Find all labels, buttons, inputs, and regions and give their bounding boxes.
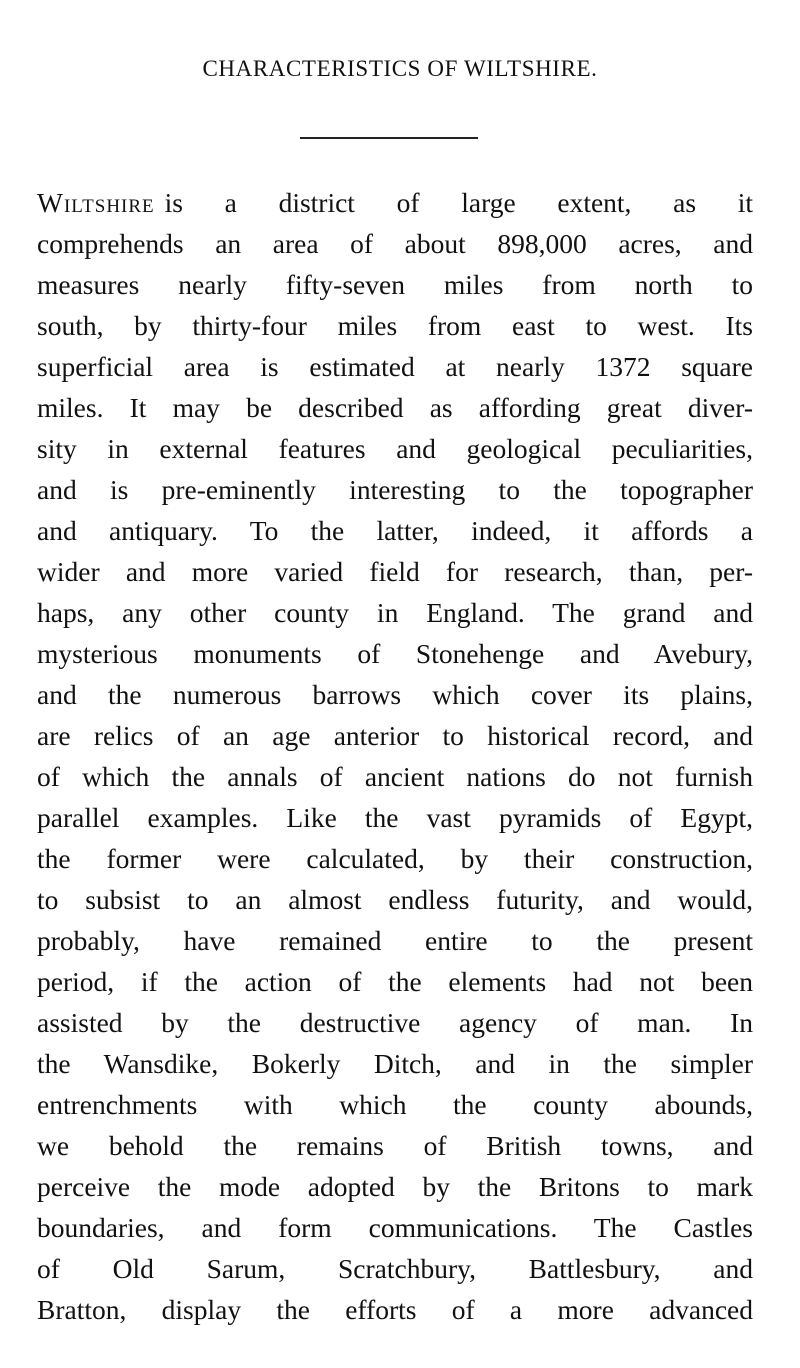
text-line: of Old Sarum, Scratchbury, Battlesbury, and	[37, 1253, 753, 1284]
text-line: comprehends an area of about 898,000 acres, and	[37, 228, 753, 259]
text-line-rest: is a district of large extent, as it	[164, 187, 753, 218]
text-line: are relics of an age anterior to historical record, and	[37, 720, 753, 751]
text-line: the Wansdike, Bokerly Ditch, and in the simpler	[37, 1048, 753, 1079]
text-line: assisted by the destructive agency of man. In	[37, 1007, 753, 1038]
opening-word: Wiltshire	[37, 187, 155, 218]
text-line: miles. It may be described as affording great diver-	[37, 392, 753, 423]
text-line: period, if the action of the elements had not been	[37, 966, 753, 997]
text-line: Bratton, display the efforts of a more advanced	[37, 1294, 753, 1325]
text-line: boundaries, and form communications. The Castles	[37, 1212, 753, 1243]
text-line: wider and more varied field for research, than, per-	[37, 556, 753, 587]
body-text	[37, 182, 753, 1330]
text-line: perceive the mode adopted by the Britons to mark	[37, 1171, 753, 1202]
text-line: measures nearly fifty-seven miles from north to	[37, 269, 753, 300]
text-line: superficial area is estimated at nearly 1372 square	[37, 351, 753, 382]
text-line: to subsist to an almost endless futurity, and would,	[37, 884, 753, 915]
page-title: CHARACTERISTICS OF WILTSHIRE.	[202, 56, 598, 81]
text-line: entrenchments with which the county abounds,	[37, 1089, 753, 1120]
text-line: and is pre-eminently interesting to the topographer	[37, 474, 753, 505]
text-line: parallel examples. Like the vast pyramids of Egypt,	[37, 802, 753, 833]
text-line: the former were calculated, by their construction,	[37, 843, 753, 874]
title-divider	[300, 137, 478, 139]
text-line: haps, any other county in England. The grand and	[37, 597, 753, 628]
text-line: mysterious monuments of Stonehenge and Avebury,	[37, 638, 753, 669]
text-line: we behold the remains of British towns, and	[37, 1130, 753, 1161]
text-line: and antiquary. To the latter, indeed, it affords a	[37, 515, 753, 546]
text-line: and the numerous barrows which cover its plains,	[37, 679, 753, 710]
text-line: south, by thirty-four miles from east to west. Its	[37, 310, 753, 341]
text-line	[37, 182, 753, 223]
text-line: sity in external features and geological peculiarities,	[37, 433, 753, 464]
text-line: probably, have remained entire to the present	[37, 925, 753, 956]
text-line: of which the annals of ancient nations do not furnish	[37, 761, 753, 792]
